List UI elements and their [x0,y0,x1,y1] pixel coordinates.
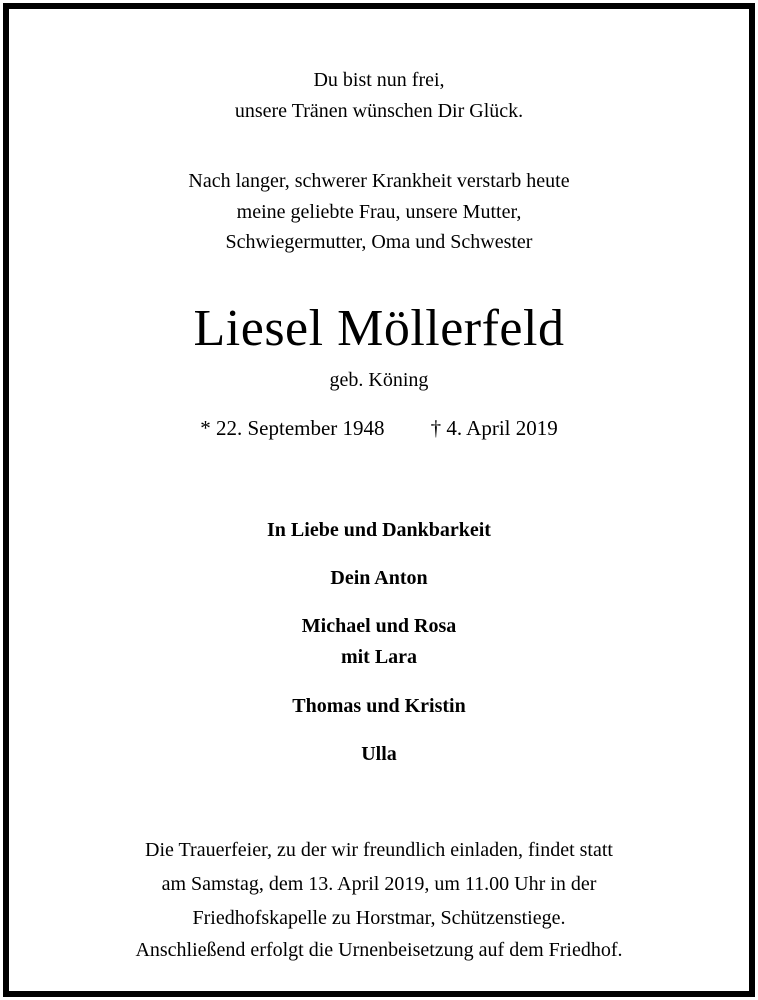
intro-line: Schwiegermutter, Oma und Schwester [225,231,533,253]
mourner-family [9,611,749,673]
mourner-spouse: Dein Anton [330,567,428,589]
deceased-name: Liesel Möllerfeld [193,300,565,357]
mourner-line: mit Lara [340,646,418,668]
funeral-notice [9,833,749,967]
notice-line: Die Trauerfeier, zu der wir freundlich einladen, findet statt [145,839,613,861]
notice-line: am Samstag, dem 13. April 2019, um 11.00 Uhr in der [161,873,597,895]
obituary-frame [3,3,755,997]
birth-name: geb. Köning [329,369,429,391]
verse-line: Du bist nun frei, [313,69,445,91]
mourner-family: Thomas und Kristin [292,695,466,717]
notice-line: Friedhofskapelle zu Horstmar, Schützenstiege. [192,907,566,929]
death-date: † 4. April 2019 [430,416,558,440]
mourner-line: Michael und Rosa [301,615,457,637]
verse [9,65,749,127]
verse-line: unsere Tränen wünschen Dir Glück. [234,100,524,122]
intro-line: meine geliebte Frau, unsere Mutter, [236,200,522,223]
notice-line: Anschließend erfolgt die Urnenbeisetzung auf dem Friedhof. [135,939,623,961]
intro-text [9,166,749,258]
intro-line: Nach langer, schwerer Krankheit verstarb heute [188,170,570,192]
closing-phrase: In Liebe und Dankbarkeit [267,519,491,541]
birth-date: * 22. September 1948 [200,416,385,440]
life-dates [9,413,749,443]
mourner-family: Ulla [361,743,397,765]
